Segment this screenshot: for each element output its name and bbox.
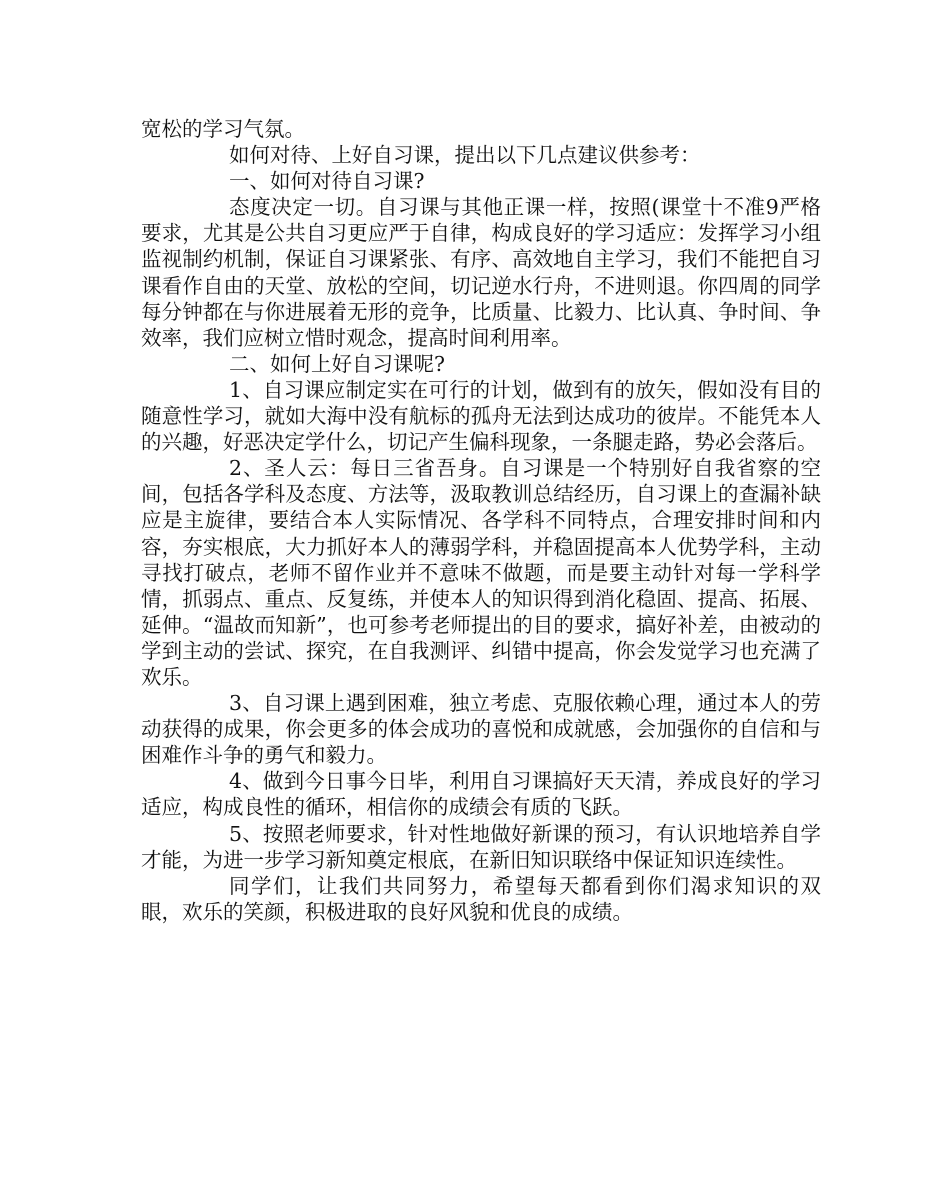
paragraph-point-4: 4、做到今日事今日毕，利用自习课搞好天天清，养成良好的学习适应，构成良性的循环，相信你的成绩会有质的飞跃。 [141,769,821,820]
section-heading-1: 一、如何对待自习课? [229,169,425,194]
paragraph-closing: 同学们，让我们共同努力，希望每天都看到你们渴求知识的双眼，欢乐的笑颜，积极进取的良好风貌和优良的成绩。 [141,873,821,924]
paragraph-continuation: 宽松的学习气氛。 [141,117,305,141]
paragraph-point-5: 5、按照老师要求，针对性地做好新课的预习，有认识地培养自学才能，为进一步学习新知奠定根底，在新旧知识联络中保证知识连续性。 [141,821,821,872]
paragraph-point-3: 3、自习课上遇到困难，独立考虑、克服依赖心理，通过本人的劳动获得的成果，你会更多的体会成功的喜悦和成就感，会加强你的自信和与困难作斗争的勇气和毅力。 [141,691,821,768]
section-heading-2: 二、如何上好自习课呢? [229,351,445,376]
paragraph-attitude: 态度决定一切。自习课与其他正课一样，按照(课堂十不准9严格要求，尤其是公共自习更应严于自律，构成良好的学习适应：发挥学习小组监视制约机制，保证自习课紧张、有序、高效地自主学习，我们不能把自习课看作自由的天堂、放松的空间，切记逆水行舟，不进则退。你四周的同学每分钟都在与你进展着无形的竞争，比质量、比毅力、比认真、争时间、争效率，我们应树立惜时观念，提高时间利用率。 [141,195,821,350]
paragraph-point-2: 2、圣人云：每日三省吾身。自习课是一个特别好自我省察的空间，包括各学科及态度、方法等，汲取教训总结经历，自习课上的查漏补缺应是主旋律，要结合本人实际情况、各学科不同特点，合理安排时间和内容，夯实根底，大力抓好本人的薄弱学科，并稳固提高本人优势学科，主动寻找打破点，老师不留作业并不意味不做题，而是要主动针对每一学科学情，抓弱点、重点、反复练，并使本人的知识得到消化稳固、提高、拓展、延伸。“温故而知新”，也可参考老师提出的目的要求，搞好补差，由被动的学到主动的尝试、探究，在自我测评、纠错中提高，你会发觉学习也充满了欢乐。 [141,456,821,689]
paragraph-intro: 如何对待、上好自习课，提出以下几点建议供参考： [229,143,701,168]
paragraph-point-1: 1、自习课应制定实在可行的计划，做到有的放矢，假如没有目的随意性学习，就如大海中没有航标的孤舟无法到达成功的彼岸。不能凭本人的兴趣，好恶决定学什么，切记产生偏科现象，一条腿走路，势必会落后。 [141,377,821,455]
document-body [141,116,821,925]
